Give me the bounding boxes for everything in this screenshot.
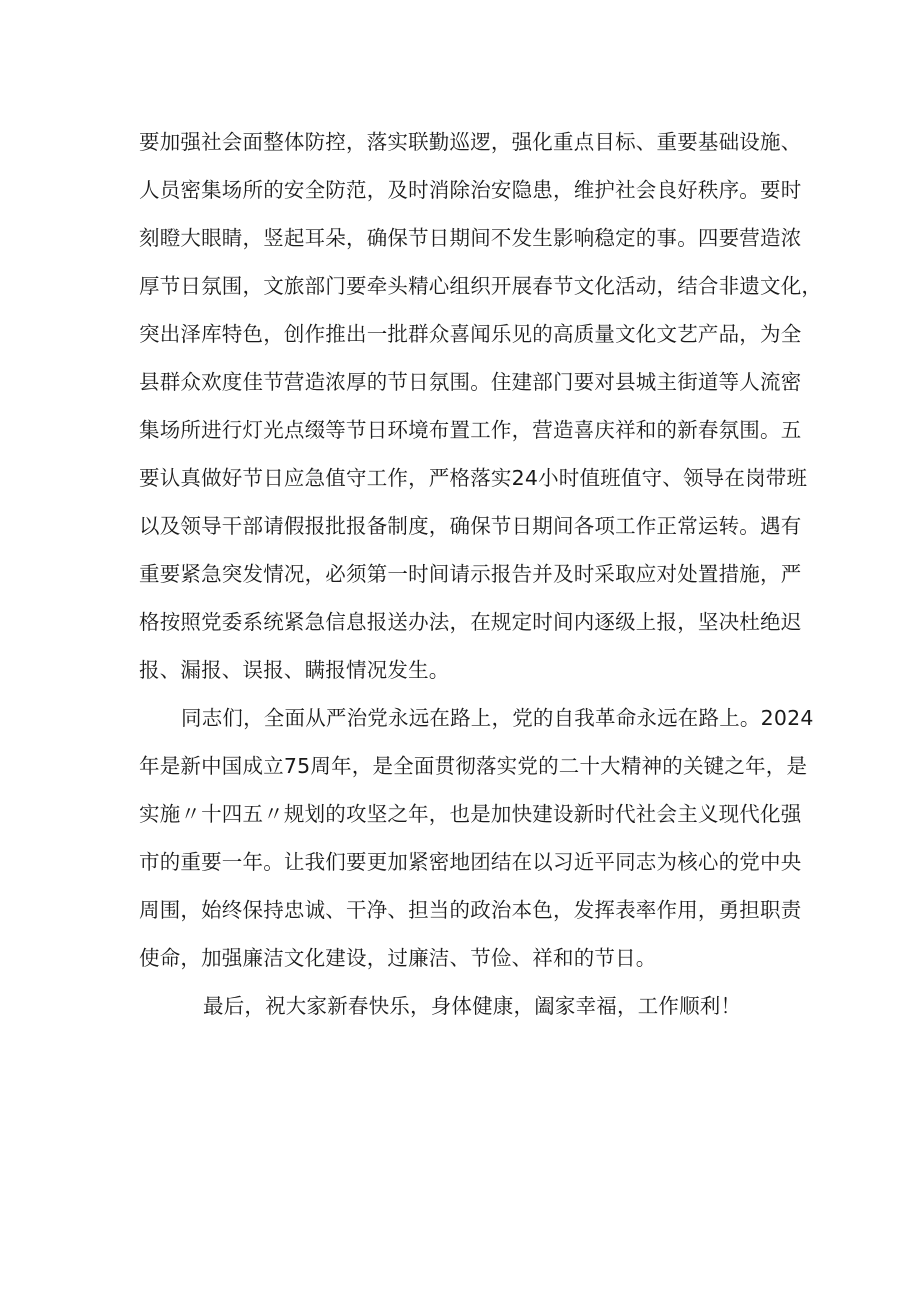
text-line: 要加强社会面整体防控，落实联勤巡逻，强化重点目标、重要基础设施、 <box>139 130 802 154</box>
text-line: 市的重要一年。让我们要更加紧密地团结在以习近平同志为核心的党中央 <box>139 850 802 874</box>
text-line: 县群众欢度佳节营造浓厚的节日氛围。住建部门要对县城主街道等人流密 <box>139 370 802 394</box>
paragraph-1 <box>139 124 823 700</box>
text-line: 同志们，全面从严治党永远在路上，党的自我革命永远在路上。2024 <box>181 706 814 730</box>
text-line: 集场所进行灯光点缀等节日环境布置工作，营造喜庆祥和的新春氛围。五 <box>139 418 802 442</box>
text-line: 年是新中国成立75周年，是全面贯彻落实党的二十大精神的关键之年，是 <box>139 754 808 778</box>
text-line: 刻瞪大眼睛，竖起耳朵，确保节日期间不发生影响稳定的事。四要营造浓 <box>139 226 802 250</box>
text-line: 以及领导干部请假报批报备制度，确保节日期间各项工作正常运转。遇有 <box>139 514 802 538</box>
text-line: 周围，始终保持忠诚、干净、担当的政治本色，发挥表率作用，勇担职责 <box>139 898 802 922</box>
text-line: 人员密集场所的安全防范，及时消除治安隐患，维护社会良好秩序。要时 <box>139 178 802 202</box>
text-line: 厚节日氛围，文旅部门要牵头精心组织开展春节文化活动，结合非遗文化， <box>139 274 823 298</box>
text-line: 实施〃十四五〃规划的攻坚之年，也是加快建设新时代社会主义现代化强 <box>139 802 802 826</box>
paragraph-2 <box>139 700 814 988</box>
body-text <box>139 124 823 1028</box>
closing-line: 最后，祝大家新春快乐，身体健康，阖家幸福，工作顺利！ <box>203 994 742 1018</box>
text-line: 使命，加强廉洁文化建设，过廉洁、节俭、祥和的节日。 <box>139 946 657 970</box>
text-line: 报、漏报、误报、瞒报情况发生。 <box>139 658 450 682</box>
text-line: 格按照党委系统紧急信息报送办法，在规定时间内逐级上报，坚决杜绝迟 <box>139 610 802 634</box>
text-line: 要认真做好节日应急值守工作，严格落实24小时值班值守、领导在岗带班 <box>139 466 808 490</box>
text-line: 重要紧急突发情况，必须第一时间请示报告并及时采取应对处置措施，严 <box>139 562 802 586</box>
text-line: 突出泽库特色，创作推出一批群众喜闻乐见的高质量文化文艺产品，为全 <box>139 322 802 346</box>
